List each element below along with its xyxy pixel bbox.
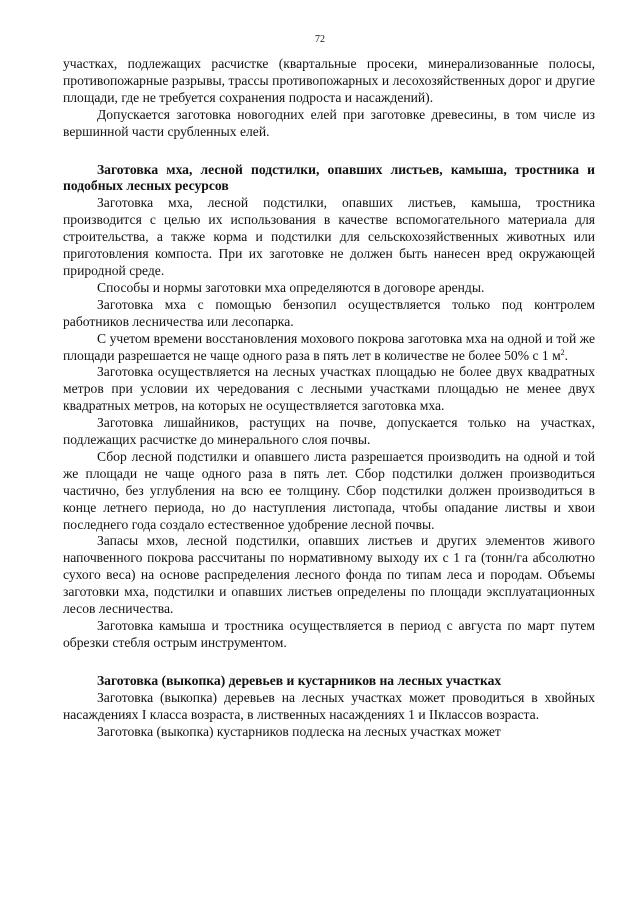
section-heading <box>63 673 595 690</box>
paragraph <box>63 331 595 365</box>
paragraph-text: Сбор лесной подстилки и опавшего листа разрешается производить на одной и той же площади не чаще одного раза в пять лет. Сбор подстилки должен производиться частично, без углубления на всю ее толщину. Сбор подстилки должен производиться в конце летнего периода, но до наступления листопада, чтобы опадание листвы и хвои последнего года создало естественное удобрение лесной почвы. <box>63 448 595 532</box>
paragraph-text: Допускается заготовка новогодних елей при заготовке древесины, в том числе из вершинной части срубленных елей. <box>63 106 595 139</box>
page-number: 72 <box>315 34 325 45</box>
section-heading <box>63 162 595 196</box>
section-gap <box>63 141 595 162</box>
paragraph <box>63 297 595 331</box>
section-heading-text: Заготовка (выкопка) деревьев и кустарников на лесных участках <box>97 672 502 688</box>
paragraph <box>63 364 595 415</box>
paragraph-text: Способы и нормы заготовки мха определяются в договоре аренды. <box>97 279 485 295</box>
paragraph <box>63 195 595 280</box>
document-body <box>63 56 595 740</box>
paragraph <box>63 533 595 618</box>
paragraph-text: Заготовка (выкопка) деревьев на лесных участках может проводиться в хвойных насаждениях I класса возраста, в лиственных насаждениях 1 и IIклассов возраста. <box>63 689 595 722</box>
section-gap <box>63 652 595 673</box>
superscript: 2 <box>560 347 565 357</box>
paragraph-text: Заготовка камыша и тростника осуществляется в период с августа по март путем обрезки стебля острым инструментом. <box>63 618 595 650</box>
paragraph-text-tail: . <box>564 347 569 363</box>
paragraph-text: Запасы мхов, лесной подстилки, опавших листьев и других элементов живого напочвенного покрова рассчитаны по нормативному выходу их с 1 га (тонн/га абсолютно сухого веса) на основе распределения лесного фонда по типам леса и породам. Объемы заготовки мха, подстилки и опавших листьев определены по площади эксплуатационных лесов лесничества. <box>63 533 595 617</box>
paragraph-text: Заготовка мха с помощью бензопил осуществляется только под контролем работников лесничества или лесопарка. <box>63 296 595 329</box>
paragraph-text: Заготовка осуществляется на лесных участках площадью не более двух квадратных метров при условии их чередования с лесными участками площадью не менее двух квадратных метров, на которых не осуществляется заготовка мха. <box>63 364 595 414</box>
paragraph-text: Заготовка мха, лесной подстилки, опавших листьев, камыша, тростника производится с целью их использования в качестве вспомогательного материала для строительства, а также корма и подстилки для сельскохозяйственных животных или приготовления компоста. При их заготовке не должен быть нанесен вред окружающей природной среде. <box>63 195 595 278</box>
paragraph-text: Заготовка лишайников, растущих на почве, допускается только на участках, подлежащих расчистке до минерального слоя почвы. <box>63 415 595 448</box>
paragraph-text: участках, подлежащих расчистке (квартальные просеки, минерализованные полосы, противопожарные разрывы, трассы противопожарных и лесохозяйственных дорог и другие площади, где не требуется сохранения подроста и насаждений). <box>63 56 595 105</box>
paragraph-text: С учетом времени восстановления мохового покрова заготовка мха на одной и той же площади разрешается не чаще одного раза в пять лет в количестве не более 50% с 1 м <box>63 330 595 363</box>
paragraph <box>63 280 595 297</box>
paragraph <box>63 107 595 141</box>
paragraph <box>63 56 595 107</box>
paragraph <box>63 415 595 449</box>
paragraph <box>63 690 595 724</box>
paragraph <box>63 618 595 652</box>
paragraph <box>63 724 595 741</box>
paragraph <box>63 449 595 534</box>
paragraph-text: Заготовка (выкопка) кустарников подлеска на лесных участках может <box>97 723 501 739</box>
section-heading-text: Заготовка мха, лесной подстилки, опавших листьев, камыша, тростника и подобных лесных ресурсов <box>63 161 595 194</box>
